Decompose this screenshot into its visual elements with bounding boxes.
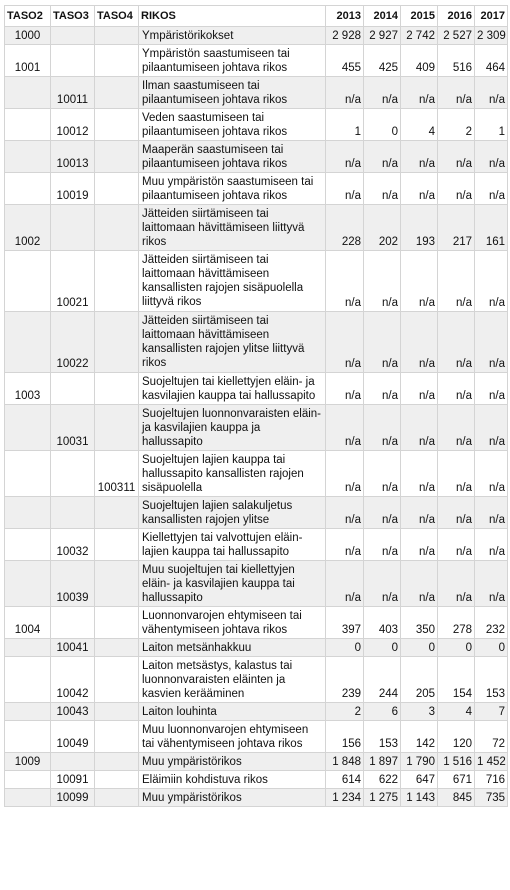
taso3-cell xyxy=(51,205,95,251)
value-cell-2015: n/a xyxy=(401,173,438,205)
table-row xyxy=(5,373,508,405)
taso3-cell xyxy=(51,497,95,529)
value-cell-2017: n/a xyxy=(475,529,508,561)
taso3-cell xyxy=(51,27,95,45)
taso3-cell xyxy=(51,451,95,497)
table-row xyxy=(5,173,508,205)
taso4-cell xyxy=(95,173,139,205)
table-row xyxy=(5,109,508,141)
crime-statistics-table xyxy=(4,5,508,807)
rikos-cell: Muu suojeltujen tai kiellettyjen eläin- ja kasvilajien kauppa tai hallussapito xyxy=(139,561,326,607)
taso3-cell: 10043 xyxy=(51,703,95,721)
taso2-cell: 1000 xyxy=(5,27,51,45)
taso2-cell xyxy=(5,405,51,451)
value-cell-2017: 7 xyxy=(475,703,508,721)
value-cell-2014: 0 xyxy=(364,639,401,657)
table-row xyxy=(5,657,508,703)
value-cell-2016: 0 xyxy=(438,639,475,657)
value-cell-2017: 161 xyxy=(475,205,508,251)
value-cell-2016: 278 xyxy=(438,607,475,639)
value-cell-2017: n/a xyxy=(475,373,508,405)
value-cell-2017: 0 xyxy=(475,639,508,657)
table-row xyxy=(5,721,508,753)
taso2-cell xyxy=(5,639,51,657)
taso4-cell xyxy=(95,373,139,405)
value-cell-2015: n/a xyxy=(401,497,438,529)
value-cell-2013: 156 xyxy=(326,721,364,753)
value-cell-2016: n/a xyxy=(438,251,475,312)
value-cell-2017: n/a xyxy=(475,251,508,312)
taso3-cell: 10042 xyxy=(51,657,95,703)
taso3-cell: 10099 xyxy=(51,789,95,807)
table-row xyxy=(5,639,508,657)
value-cell-2016: n/a xyxy=(438,405,475,451)
taso2-cell: 1003 xyxy=(5,373,51,405)
value-cell-2013: n/a xyxy=(326,251,364,312)
taso2-cell xyxy=(5,657,51,703)
table-row xyxy=(5,771,508,789)
value-cell-2017: 735 xyxy=(475,789,508,807)
taso4-cell xyxy=(95,27,139,45)
rikos-cell: Laiton louhinta xyxy=(139,703,326,721)
taso3-cell: 10021 xyxy=(51,251,95,312)
taso3-cell: 10013 xyxy=(51,141,95,173)
value-cell-2015: 1 790 xyxy=(401,753,438,771)
rikos-cell: Suojeltujen luonnonvaraisten eläin- ja kasvilajien kauppa ja hallussapito xyxy=(139,405,326,451)
value-cell-2013: 455 xyxy=(326,45,364,77)
taso2-cell: 1001 xyxy=(5,45,51,77)
taso2-cell xyxy=(5,451,51,497)
header-year-2015: 2015 xyxy=(401,6,438,27)
taso3-cell xyxy=(51,753,95,771)
value-cell-2015: n/a xyxy=(401,373,438,405)
taso4-cell xyxy=(95,312,139,373)
rikos-cell: Kiellettyjen tai valvottujen eläin- lajien kauppa tai hallussapito xyxy=(139,529,326,561)
value-cell-2013: 614 xyxy=(326,771,364,789)
taso4-cell xyxy=(95,109,139,141)
value-cell-2015: 409 xyxy=(401,45,438,77)
value-cell-2015: 142 xyxy=(401,721,438,753)
value-cell-2014: 1 275 xyxy=(364,789,401,807)
value-cell-2013: n/a xyxy=(326,373,364,405)
taso4-cell: 100311 xyxy=(95,451,139,497)
table-row xyxy=(5,497,508,529)
value-cell-2016: n/a xyxy=(438,529,475,561)
taso4-cell xyxy=(95,497,139,529)
taso2-cell xyxy=(5,251,51,312)
value-cell-2016: n/a xyxy=(438,173,475,205)
value-cell-2016: n/a xyxy=(438,312,475,373)
value-cell-2017: n/a xyxy=(475,561,508,607)
value-cell-2013: 2 xyxy=(326,703,364,721)
taso3-cell xyxy=(51,373,95,405)
header-year-2014: 2014 xyxy=(364,6,401,27)
header-year-2013: 2013 xyxy=(326,6,364,27)
value-cell-2015: n/a xyxy=(401,141,438,173)
rikos-cell: Luonnonvarojen ehtymiseen tai vähentymiseen johtava rikos xyxy=(139,607,326,639)
rikos-cell: Muu ympäristörikos xyxy=(139,789,326,807)
value-cell-2016: n/a xyxy=(438,497,475,529)
value-cell-2013: n/a xyxy=(326,141,364,173)
taso2-cell xyxy=(5,703,51,721)
value-cell-2013: n/a xyxy=(326,497,364,529)
value-cell-2014: n/a xyxy=(364,312,401,373)
rikos-cell: Suojeltujen lajien kauppa tai hallussapito kansallisten rajojen sisäpuolella xyxy=(139,451,326,497)
taso4-cell xyxy=(95,657,139,703)
value-cell-2017: 464 xyxy=(475,45,508,77)
table-row xyxy=(5,45,508,77)
value-cell-2013: n/a xyxy=(326,561,364,607)
taso2-cell: 1004 xyxy=(5,607,51,639)
value-cell-2015: n/a xyxy=(401,251,438,312)
value-cell-2015: 205 xyxy=(401,657,438,703)
value-cell-2014: n/a xyxy=(364,561,401,607)
taso2-cell: 1009 xyxy=(5,753,51,771)
value-cell-2014: n/a xyxy=(364,141,401,173)
taso4-cell xyxy=(95,529,139,561)
value-cell-2014: n/a xyxy=(364,451,401,497)
taso3-cell: 10019 xyxy=(51,173,95,205)
value-cell-2016: 2 527 xyxy=(438,27,475,45)
rikos-cell: Laiton metsänhakkuu xyxy=(139,639,326,657)
value-cell-2013: n/a xyxy=(326,451,364,497)
value-cell-2014: 403 xyxy=(364,607,401,639)
value-cell-2014: 153 xyxy=(364,721,401,753)
value-cell-2017: 1 452 xyxy=(475,753,508,771)
rikos-cell: Eläimiin kohdistuva rikos xyxy=(139,771,326,789)
value-cell-2016: 845 xyxy=(438,789,475,807)
taso3-cell: 10049 xyxy=(51,721,95,753)
value-cell-2015: n/a xyxy=(401,529,438,561)
taso4-cell xyxy=(95,561,139,607)
table-row xyxy=(5,607,508,639)
taso4-cell xyxy=(95,141,139,173)
value-cell-2015: 350 xyxy=(401,607,438,639)
value-cell-2017: 1 xyxy=(475,109,508,141)
taso4-cell xyxy=(95,405,139,451)
value-cell-2015: n/a xyxy=(401,405,438,451)
header-year-2017: 2017 xyxy=(475,6,508,27)
table-row xyxy=(5,789,508,807)
taso3-cell: 10039 xyxy=(51,561,95,607)
rikos-cell: Suojeltujen tai kiellettyjen eläin- ja kasvilajien kauppa tai hallussapito xyxy=(139,373,326,405)
taso4-cell xyxy=(95,205,139,251)
value-cell-2016: 154 xyxy=(438,657,475,703)
table-row xyxy=(5,561,508,607)
value-cell-2013: n/a xyxy=(326,529,364,561)
value-cell-2014: n/a xyxy=(364,373,401,405)
taso4-cell xyxy=(95,607,139,639)
rikos-cell: Ympäristön saastumiseen tai pilaantumiseen johtava rikos xyxy=(139,45,326,77)
value-cell-2015: n/a xyxy=(401,561,438,607)
value-cell-2014: n/a xyxy=(364,251,401,312)
value-cell-2016: n/a xyxy=(438,561,475,607)
table-row xyxy=(5,753,508,771)
taso2-cell xyxy=(5,561,51,607)
taso2-cell: 1002 xyxy=(5,205,51,251)
rikos-cell: Ilman saastumiseen tai pilaantumiseen johtava rikos xyxy=(139,77,326,109)
value-cell-2017: 153 xyxy=(475,657,508,703)
rikos-cell: Ympäristörikokset xyxy=(139,27,326,45)
table-row xyxy=(5,703,508,721)
value-cell-2013: 239 xyxy=(326,657,364,703)
value-cell-2015: 193 xyxy=(401,205,438,251)
taso2-cell xyxy=(5,771,51,789)
value-cell-2017: 2 309 xyxy=(475,27,508,45)
rikos-cell: Maaperän saastumiseen tai pilaantumiseen johtava rikos xyxy=(139,141,326,173)
taso3-cell xyxy=(51,45,95,77)
taso2-cell xyxy=(5,789,51,807)
table-row xyxy=(5,451,508,497)
taso3-cell: 10011 xyxy=(51,77,95,109)
value-cell-2014: 425 xyxy=(364,45,401,77)
taso4-cell xyxy=(95,771,139,789)
taso2-cell xyxy=(5,312,51,373)
value-cell-2013: 1 848 xyxy=(326,753,364,771)
rikos-cell: Muu ympäristön saastumiseen tai pilaantumiseen johtava rikos xyxy=(139,173,326,205)
value-cell-2016: n/a xyxy=(438,141,475,173)
taso4-cell xyxy=(95,45,139,77)
value-cell-2014: n/a xyxy=(364,173,401,205)
value-cell-2014: n/a xyxy=(364,77,401,109)
value-cell-2015: 3 xyxy=(401,703,438,721)
value-cell-2016: 4 xyxy=(438,703,475,721)
value-cell-2015: 647 xyxy=(401,771,438,789)
header-rikos: RIKOS xyxy=(139,6,326,27)
value-cell-2016: 671 xyxy=(438,771,475,789)
value-cell-2014: 244 xyxy=(364,657,401,703)
header-taso4: TASO4 xyxy=(95,6,139,27)
value-cell-2015: 0 xyxy=(401,639,438,657)
value-cell-2016: n/a xyxy=(438,77,475,109)
value-cell-2017: n/a xyxy=(475,405,508,451)
taso4-cell xyxy=(95,639,139,657)
value-cell-2013: n/a xyxy=(326,173,364,205)
value-cell-2017: n/a xyxy=(475,141,508,173)
taso4-cell xyxy=(95,251,139,312)
rikos-cell: Suojeltujen lajien salakuljetus kansallisten rajojen ylitse xyxy=(139,497,326,529)
rikos-cell: Muu luonnonvarojen ehtymiseen tai vähentymiseen johtava rikos xyxy=(139,721,326,753)
taso2-cell xyxy=(5,721,51,753)
value-cell-2016: 2 xyxy=(438,109,475,141)
value-cell-2016: 217 xyxy=(438,205,475,251)
header-taso2: TASO2 xyxy=(5,6,51,27)
rikos-cell: Jätteiden siirtämiseen tai laittomaan hävittämiseen liittyvä rikos xyxy=(139,205,326,251)
value-cell-2016: 1 516 xyxy=(438,753,475,771)
value-cell-2014: 2 927 xyxy=(364,27,401,45)
taso4-cell xyxy=(95,753,139,771)
crime-statistics-table-container xyxy=(4,5,507,807)
taso2-cell xyxy=(5,173,51,205)
rikos-cell: Laiton metsästys, kalastus tai luonnonvaraisten eläinten ja kasvien kerääminen xyxy=(139,657,326,703)
taso3-cell: 10031 xyxy=(51,405,95,451)
value-cell-2014: n/a xyxy=(364,529,401,561)
value-cell-2013: 2 928 xyxy=(326,27,364,45)
value-cell-2017: 232 xyxy=(475,607,508,639)
value-cell-2014: 0 xyxy=(364,109,401,141)
value-cell-2016: n/a xyxy=(438,373,475,405)
value-cell-2015: 1 143 xyxy=(401,789,438,807)
value-cell-2013: n/a xyxy=(326,312,364,373)
taso3-cell: 10022 xyxy=(51,312,95,373)
table-row xyxy=(5,405,508,451)
value-cell-2016: 120 xyxy=(438,721,475,753)
value-cell-2013: n/a xyxy=(326,77,364,109)
taso3-cell: 10091 xyxy=(51,771,95,789)
taso4-cell xyxy=(95,703,139,721)
value-cell-2015: n/a xyxy=(401,451,438,497)
value-cell-2015: n/a xyxy=(401,77,438,109)
value-cell-2017: n/a xyxy=(475,497,508,529)
value-cell-2014: 1 897 xyxy=(364,753,401,771)
table-row xyxy=(5,141,508,173)
header-year-2016: 2016 xyxy=(438,6,475,27)
taso4-cell xyxy=(95,789,139,807)
value-cell-2013: 397 xyxy=(326,607,364,639)
taso4-cell xyxy=(95,721,139,753)
table-row xyxy=(5,205,508,251)
taso3-cell: 10041 xyxy=(51,639,95,657)
value-cell-2014: 622 xyxy=(364,771,401,789)
table-row xyxy=(5,77,508,109)
value-cell-2014: 6 xyxy=(364,703,401,721)
value-cell-2014: n/a xyxy=(364,497,401,529)
value-cell-2013: 1 xyxy=(326,109,364,141)
taso2-cell xyxy=(5,109,51,141)
value-cell-2015: 4 xyxy=(401,109,438,141)
value-cell-2013: n/a xyxy=(326,405,364,451)
value-cell-2015: 2 742 xyxy=(401,27,438,45)
table-header-row xyxy=(5,6,508,27)
value-cell-2013: 1 234 xyxy=(326,789,364,807)
taso3-cell: 10012 xyxy=(51,109,95,141)
rikos-cell: Veden saastumiseen tai pilaantumiseen johtava rikos xyxy=(139,109,326,141)
value-cell-2014: 202 xyxy=(364,205,401,251)
taso2-cell xyxy=(5,77,51,109)
value-cell-2017: n/a xyxy=(475,77,508,109)
value-cell-2015: n/a xyxy=(401,312,438,373)
value-cell-2017: n/a xyxy=(475,451,508,497)
value-cell-2016: 516 xyxy=(438,45,475,77)
taso3-cell: 10032 xyxy=(51,529,95,561)
value-cell-2017: n/a xyxy=(475,312,508,373)
taso2-cell xyxy=(5,141,51,173)
value-cell-2013: 228 xyxy=(326,205,364,251)
value-cell-2013: 0 xyxy=(326,639,364,657)
rikos-cell: Jätteiden siirtämiseen tai laittomaan hävittämiseen kansallisten rajojen sisäpuolella liittyvä rikos xyxy=(139,251,326,312)
taso3-cell xyxy=(51,607,95,639)
table-row xyxy=(5,529,508,561)
taso4-cell xyxy=(95,77,139,109)
header-taso3: TASO3 xyxy=(51,6,95,27)
table-row xyxy=(5,312,508,373)
taso2-cell xyxy=(5,529,51,561)
taso2-cell xyxy=(5,497,51,529)
value-cell-2017: 72 xyxy=(475,721,508,753)
value-cell-2017: n/a xyxy=(475,173,508,205)
rikos-cell: Jätteiden siirtämiseen tai laittomaan hävittämiseen kansallisten rajojen ylitse liittyvä rikos xyxy=(139,312,326,373)
table-row xyxy=(5,251,508,312)
rikos-cell: Muu ympäristörikos xyxy=(139,753,326,771)
value-cell-2017: 716 xyxy=(475,771,508,789)
value-cell-2014: n/a xyxy=(364,405,401,451)
value-cell-2016: n/a xyxy=(438,451,475,497)
table-row xyxy=(5,27,508,45)
